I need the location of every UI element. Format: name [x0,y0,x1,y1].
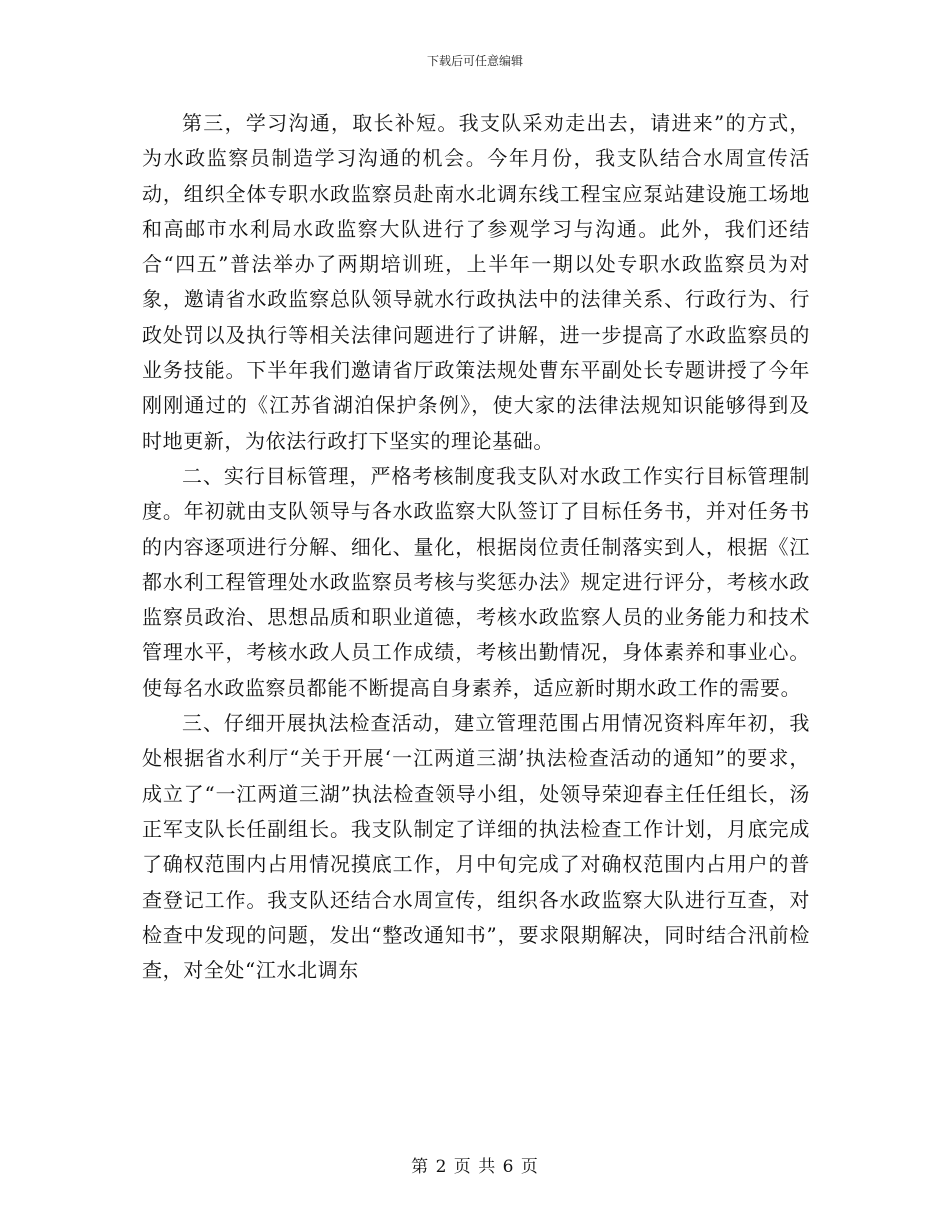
document-body [142,106,810,988]
page-header: 下载后可任意编辑 [426,54,523,68]
page-number-footer: 第 2 页 共 6 页 [411,1157,539,1177]
paragraph-law-enforcement-inspection: 三、仔细开展执法检查活动，建立管理范围占用情况资料库年初，我处根据省水利厅“关于开展‘一江两道三湖’执法检查活动的通知”的要求，成立了“一江两道三湖”执法检查领导小组，处领导荣迎春主任任组长，汤正军支队长任副组长。我支队制定了详细的执法检查工作计划，月底完成了确权范围内占用情况摸底工作，月中旬完成了对确权范围内占用户的普查登记工作。我支队还结合水周宣传，组织各水政监察大队进行互查，对检查中发现的问题，发出“整改通知书”，要求限期解决，同时结合汛前检查，对全处“江水北调东 [142,711,810,983]
paragraph-study-exchange: 第三，学习沟通，取长补短。我支队采劝走出去，请进来”的方式，为水政监察员制造学习沟通的机会。今年月份，我支队结合水周宣传活动，组织全体专职水政监察员赴南水北调东线工程宝应泵站建设施工场地和高邮市水利局水政监察大队进行了参观学习与沟通。此外，我们还结合“四五”普法举办了两期培训班，上半年一期以处专职水政监察员为对象，邀请省水政监察总队领导就水行政执法中的法律关系、行政行为、行政处罚以及执行等相关法律问题进行了讲解，进一步提高了水政监察员的业务技能。下半年我们邀请省厅政策法规处曹东平副处长专题讲授了今年刚刚通过的《江苏省湖泊保护条例》，使大家的法律法规知识能够得到及时地更新，为依法行政打下坚实的理论基础。 [142,111,810,453]
paragraph-target-management: 二、实行目标管理，严格考核制度我支队对水政工作实行目标管理制度。年初就由支队领导与各水政监察大队签订了目标任务书，并对任务书的内容逐项进行分解、细化、量化，根据岗位责任制落实到人，根据《江都水利工程管理处水政监察员考核与奖惩办法》规定进行评分，考核水政监察员政治、思想品质和职业道德，考核水政监察人员的业务能力和技术管理水平，考核水政人员工作成绩，考核出勤情况，身体素养和事业心。使每名水政监察员都能不断提高自身素养，适应新时期水政工作的需要。 [142,463,810,700]
